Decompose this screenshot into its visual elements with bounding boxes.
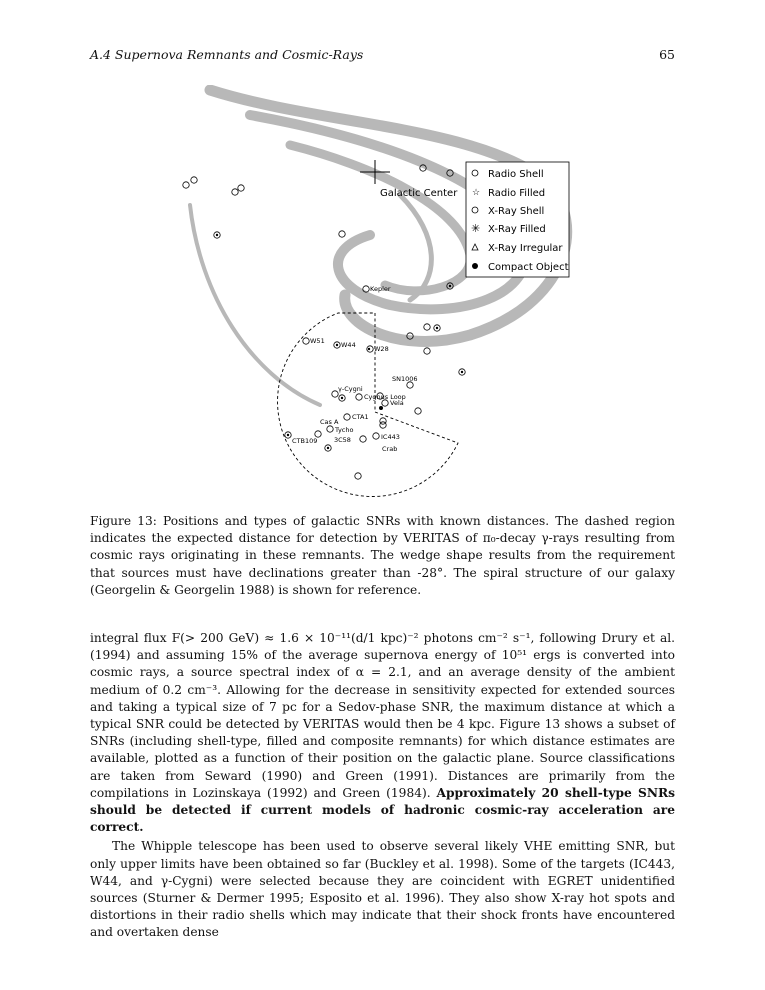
- galactic-center-label: Galactic Center: [380, 188, 458, 199]
- spiral-arm-lower: [190, 205, 320, 405]
- label-gcygni: γ-Cygni: [338, 385, 363, 393]
- compact-object-dot: [461, 371, 463, 373]
- figure-caption: Figure 13: Positions and types of galactic SNRs with known distances. The dashed region indicates the expected distance for detection by VERITAS of π₀-decay γ-rays resulting from cosmic rays originating in these remnants. The wedge shape results from the requirement that sources must have declinations greater than -28°. The spiral structure of our galaxy (Georgelin & Georgelin 1988) is shown for reference.: [90, 514, 675, 597]
- legend-item-label: Radio Shell: [488, 169, 544, 180]
- section-title: A.4 Supernova Remnants and Cosmic-Rays: [90, 47, 364, 62]
- snr-marker: [238, 185, 244, 191]
- page-number: 65: [659, 47, 675, 62]
- snr-marker: [360, 436, 366, 442]
- legend-item-label: X-Ray Irregular: [488, 243, 563, 254]
- filled-circle-icon: [472, 263, 478, 269]
- compact-object-dot: [449, 285, 451, 287]
- snr-marker: [232, 189, 238, 195]
- snr-marker: [344, 414, 350, 420]
- snr-marker: [303, 338, 309, 344]
- compact-object-dot: [216, 234, 218, 236]
- label-tycho: Tycho: [335, 426, 354, 434]
- paragraph-text: integral flux F(> 200 GeV) ≈ 1.6 × 10⁻¹¹(d/1 kpc)⁻² photons cm⁻² s⁻¹, following Drury et al. (1994) and assuming 15% of the average supernova energy of 10⁵¹ ergs is converted into cosmic rays, a source spectral index of α = 2.1, and an average density of the ambient medium of 0.2 cm⁻³. Allowing for the decrease in sensitivity expected for extended sources and taking a typical size of 7 pc for a Sedov-phase SNR, the maximum distance at which a typical SNR could be detected by VERITAS would then be 4 kpc. Figure 13 shows a subset of SNRs (including shell-type, filled and composite remnants) for which distance estimates are available, plotted as a function of their position on the galactic plane. Source classifications are taken from Seward (1990) and Green (1991). Distances are primarily from the compilations in Lozinskaya (1992) and Green (1984).: [90, 631, 675, 800]
- spiral-arm-tail: [400, 195, 431, 300]
- snr-marker: [327, 426, 333, 432]
- snr-marker: [356, 394, 362, 400]
- snr-marker: [373, 433, 379, 439]
- label-vela: Vela: [390, 399, 404, 407]
- snr-markers: [183, 165, 465, 479]
- paragraph: [90, 630, 675, 836]
- emphasized-sentence: Approximately 20 shell-type SNRs should be detected if current models of hadronic cosmic-ray acceleration are correct.: [90, 785, 675, 835]
- snr-marker: [183, 182, 189, 188]
- label-cygnus-loop: Cygnus Loop: [364, 393, 406, 401]
- asterisk-icon: ✳: [471, 222, 481, 235]
- compact-object-dot: [379, 406, 383, 410]
- star-icon: ☆: [472, 188, 481, 198]
- label-cas-a: Cas A: [320, 418, 339, 426]
- legend-item-label: Compact Object: [488, 262, 569, 273]
- legend-item-label: Radio Filled: [488, 188, 546, 199]
- compact-object-dot: [336, 344, 338, 346]
- compact-object-dot: [341, 397, 343, 399]
- snr-marker: [339, 231, 345, 237]
- compact-object-dot: [327, 447, 329, 449]
- snr-marker: [191, 177, 197, 183]
- label-w28: W28: [374, 345, 389, 353]
- compact-object-dot: [368, 348, 370, 350]
- snr-marker: [380, 422, 386, 428]
- label-sn1006: SN1006: [392, 375, 418, 383]
- snr-marker: [355, 473, 361, 479]
- snr-marker: [415, 408, 421, 414]
- label-w44: W44: [341, 341, 356, 349]
- label-kepler: Kepler: [370, 285, 391, 293]
- label-crab: Crab: [382, 445, 398, 453]
- compact-object-dot: [436, 327, 438, 329]
- label-ctb109: CTB109: [292, 437, 318, 445]
- snr-marker: [424, 348, 430, 354]
- legend-item-label: X-Ray Filled: [488, 224, 546, 235]
- label-cta1: CTA1: [352, 413, 369, 421]
- paragraph: The Whipple telescope has been used to observe several likely VHE emitting SNR, but only upper limits have been obtained so far (Buckley et al. 1998). Some of the targets (IC443, W44, and γ-Cygni) were selected because they are coincident with EGRET unidentified sources (Sturner & Dermer 1995; Esposito et al. 1996). They also show X-ray hot spots and distortions in their radio shells which may indicate that their shock fronts have encountered and overtaken dense: [90, 839, 675, 940]
- label-3c58: 3C58: [334, 436, 351, 444]
- compact-object-dot: [287, 434, 289, 436]
- label-ic443: IC443: [381, 433, 400, 441]
- running-header: [90, 47, 675, 65]
- galactic-map: [170, 85, 590, 505]
- label-w51: W51: [310, 337, 325, 345]
- legend-item-label: X-Ray Shell: [488, 206, 545, 217]
- snr-marker: [424, 324, 430, 330]
- legend: [466, 162, 569, 277]
- snr-galactic-map-figure: [170, 85, 590, 505]
- body-text: [90, 630, 675, 942]
